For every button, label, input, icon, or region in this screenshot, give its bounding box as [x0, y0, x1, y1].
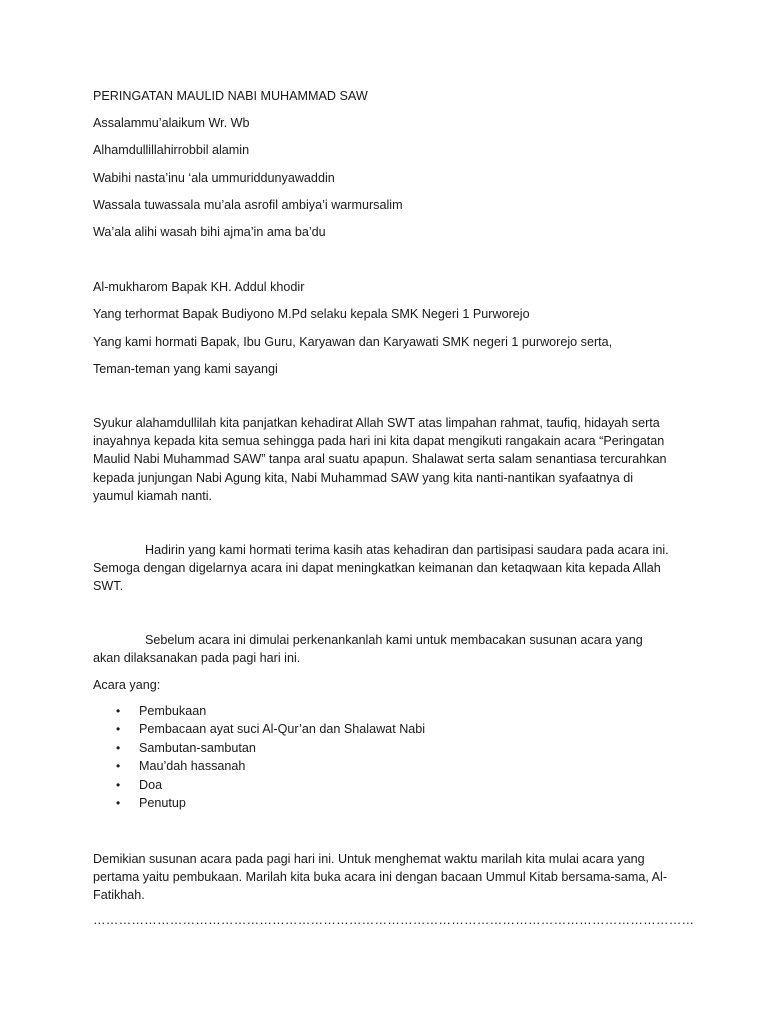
paragraph-closing: Demikian susunan acara pada pagi hari ini. Untuk menghemat waktu marilah kita mulai acara yang pertama yaitu pembukaan. Marilah kita buka acara ini dengan bacaan Ummul Kitab bersama-sama, Al-Fatikhah. [93, 852, 668, 903]
opening-line: Alhamdullillahirrobbil alamin [93, 143, 250, 157]
greeting-line: Yang kami hormati Bapak, Ibu Guru, Karyawan dan Karyawati SMK negeri 1 purworejo serta, [93, 335, 613, 349]
agenda-heading: Acara yang: [93, 678, 161, 692]
opening-line: Assalammu’alaikum Wr. Wb [93, 116, 250, 130]
agenda-item-label: Pembacaan ayat suci Al-Qur’an dan Shalawat Nabi [139, 722, 426, 737]
agenda-item-label: Pembukaan [139, 704, 207, 718]
document-title: PERINGATAN MAULID NABI MUHAMMAD SAW [93, 89, 368, 103]
paragraph-gratitude: Syukur alahamdullilah kita panjatkan kehadirat Allah SWT atas limpahan rahmat, taufiq, hidayah serta inayahnya kepada kita semua sehingga pada hari ini kita dapat mengikuti rangakain acara “Peringatan Maulid Nabi Muhammad SAW” tanpa aral suatu apapun. Shalawat serta salam senantiasa tercurahkan kepada junjungan Nabi Agung kita, Nabi Muhammad SAW yang kita nanti-nantikan syafaatnya di yaumul kiamah nanti. [93, 416, 667, 503]
greeting-line: Yang terhormat Bapak Budiyono M.Pd selaku kepala SMK Negeri 1 Purworejo [93, 307, 530, 321]
agenda-list [93, 702, 425, 812]
opening-line: Wassala tuwassala mu’ala asrofil ambiya’i warmursalim [93, 198, 403, 212]
list-item [93, 720, 425, 738]
list-item [93, 739, 425, 757]
greeting-line: Al-mukharom Bapak KH. Addul khodir [93, 280, 305, 294]
greeting-line: Teman-teman yang kami sayangi [93, 362, 278, 376]
opening-line: Wa’ala alihi wasah bihi ajma’in ama ba’du [93, 225, 326, 239]
paragraph-agenda-intro: Sebelum acara ini dimulai perkenankanlah kami untuk membacakan susunan acara yang akan dilaksanakan pada pagi hari ini. [93, 633, 643, 666]
agenda-item-label: Penutup [139, 795, 186, 810]
list-item [93, 757, 425, 775]
list-item [93, 776, 425, 794]
list-item [93, 702, 425, 720]
bullet-icon: • [116, 759, 121, 774]
list-item [93, 794, 425, 812]
closing-dots: …………………………………………………………………………………………………………………………… [93, 913, 695, 927]
bullet-icon: • [116, 722, 121, 737]
agenda-item-label: Sambutan-sambutan [139, 740, 256, 755]
bullet-icon: • [116, 704, 121, 718]
agenda-item-label: Doa [139, 777, 163, 792]
paragraph-thanks: Hadirin yang kami hormati terima kasih atas kehadiran dan partisipasi saudara pada acara ini. Semoga dengan digelarnya acara ini dapat meningkatkan keimanan dan ketaqwaan kita kepada Allah SWT. [93, 543, 669, 594]
agenda-item-label: Mau’dah hassanah [139, 759, 246, 774]
bullet-icon: • [116, 777, 121, 792]
bullet-icon: • [116, 795, 121, 810]
opening-line: Wabihi nasta’inu ‘ala ummuriddunyawaddin [93, 171, 335, 185]
bullet-icon: • [116, 740, 121, 755]
